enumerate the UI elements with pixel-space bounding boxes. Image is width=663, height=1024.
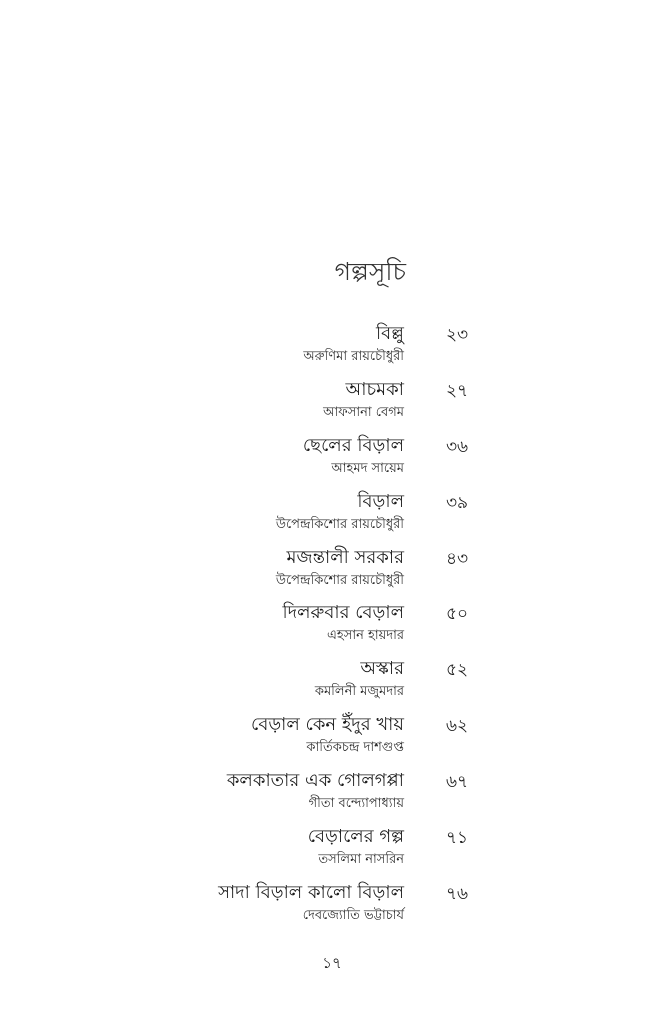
contents-entry bbox=[0, 765, 663, 821]
story-author: গীতা বন্দ্যোপাধ্যায় bbox=[308, 796, 404, 812]
contents-heading: গল্পসূচি bbox=[334, 257, 406, 286]
contents-entry bbox=[0, 877, 663, 933]
story-author: অরুণিমা রায়চৌধুরী bbox=[303, 349, 404, 364]
page-number: ২৭ bbox=[446, 380, 469, 401]
folio-page-number: ১৭ bbox=[322, 954, 342, 972]
story-title: কলকাতার এক গোলগপ্পা bbox=[226, 770, 404, 792]
page-number: ৬৭ bbox=[446, 772, 469, 793]
contents-list bbox=[0, 318, 663, 933]
contents-entry bbox=[0, 542, 663, 598]
page-number: ৭৬ bbox=[446, 883, 469, 904]
contents-entry bbox=[0, 709, 663, 765]
contents-entry bbox=[0, 821, 663, 877]
story-title: আচমকা bbox=[345, 378, 404, 400]
story-author: তসলিমা নাসরিন bbox=[318, 852, 404, 868]
page-number: ৫২ bbox=[446, 660, 469, 681]
story-author: উপেন্দ্রকিশোর রায়চৌধুরী bbox=[275, 572, 404, 588]
story-author: আহমদ সায়েম bbox=[331, 460, 404, 476]
story-title: বেড়ালের গল্প bbox=[307, 826, 404, 848]
story-title: অস্কার bbox=[360, 658, 404, 680]
contents-entry bbox=[0, 597, 663, 653]
story-author: কমলিনী মজুমদার bbox=[314, 684, 404, 700]
page-number: ৬২ bbox=[446, 716, 469, 737]
page-number: ৪৩ bbox=[446, 548, 469, 569]
contents-entry bbox=[0, 374, 663, 430]
story-title: দিলরুবার বেড়াল bbox=[282, 602, 404, 624]
story-author: উপেন্দ্রকিশোর রায়চৌধুরী bbox=[275, 516, 404, 532]
story-author: দেবজ্যোতি ভট্টাচার্য bbox=[302, 907, 404, 923]
story-title: মজন্তালী সরকার bbox=[286, 546, 404, 568]
story-title: সাদা বিড়াল কালো বিড়াল bbox=[218, 881, 404, 903]
story-author: আফসানা বেগম bbox=[323, 404, 404, 420]
story-title: বেড়াল কেন ইঁদুর খায় bbox=[251, 714, 404, 736]
contents-entry bbox=[0, 653, 663, 709]
contents-entry bbox=[0, 430, 663, 486]
story-title: বিড়াল bbox=[357, 490, 404, 512]
contents-entry bbox=[0, 318, 663, 374]
page-number: ২৩ bbox=[446, 325, 469, 345]
story-author: এহসান হায়দার bbox=[327, 628, 404, 644]
story-title: বিল্লু bbox=[376, 323, 404, 344]
page-number: ৭১ bbox=[446, 828, 469, 849]
page-number: ৩৯ bbox=[446, 492, 469, 513]
page-number: ৫০ bbox=[446, 604, 469, 625]
page-number: ৩৬ bbox=[446, 436, 469, 457]
story-author: কার্তিকচন্দ্র দাশগুপ্ত bbox=[306, 740, 404, 756]
contents-entry bbox=[0, 486, 663, 542]
story-title: ছেলের বিড়াল bbox=[302, 434, 404, 456]
